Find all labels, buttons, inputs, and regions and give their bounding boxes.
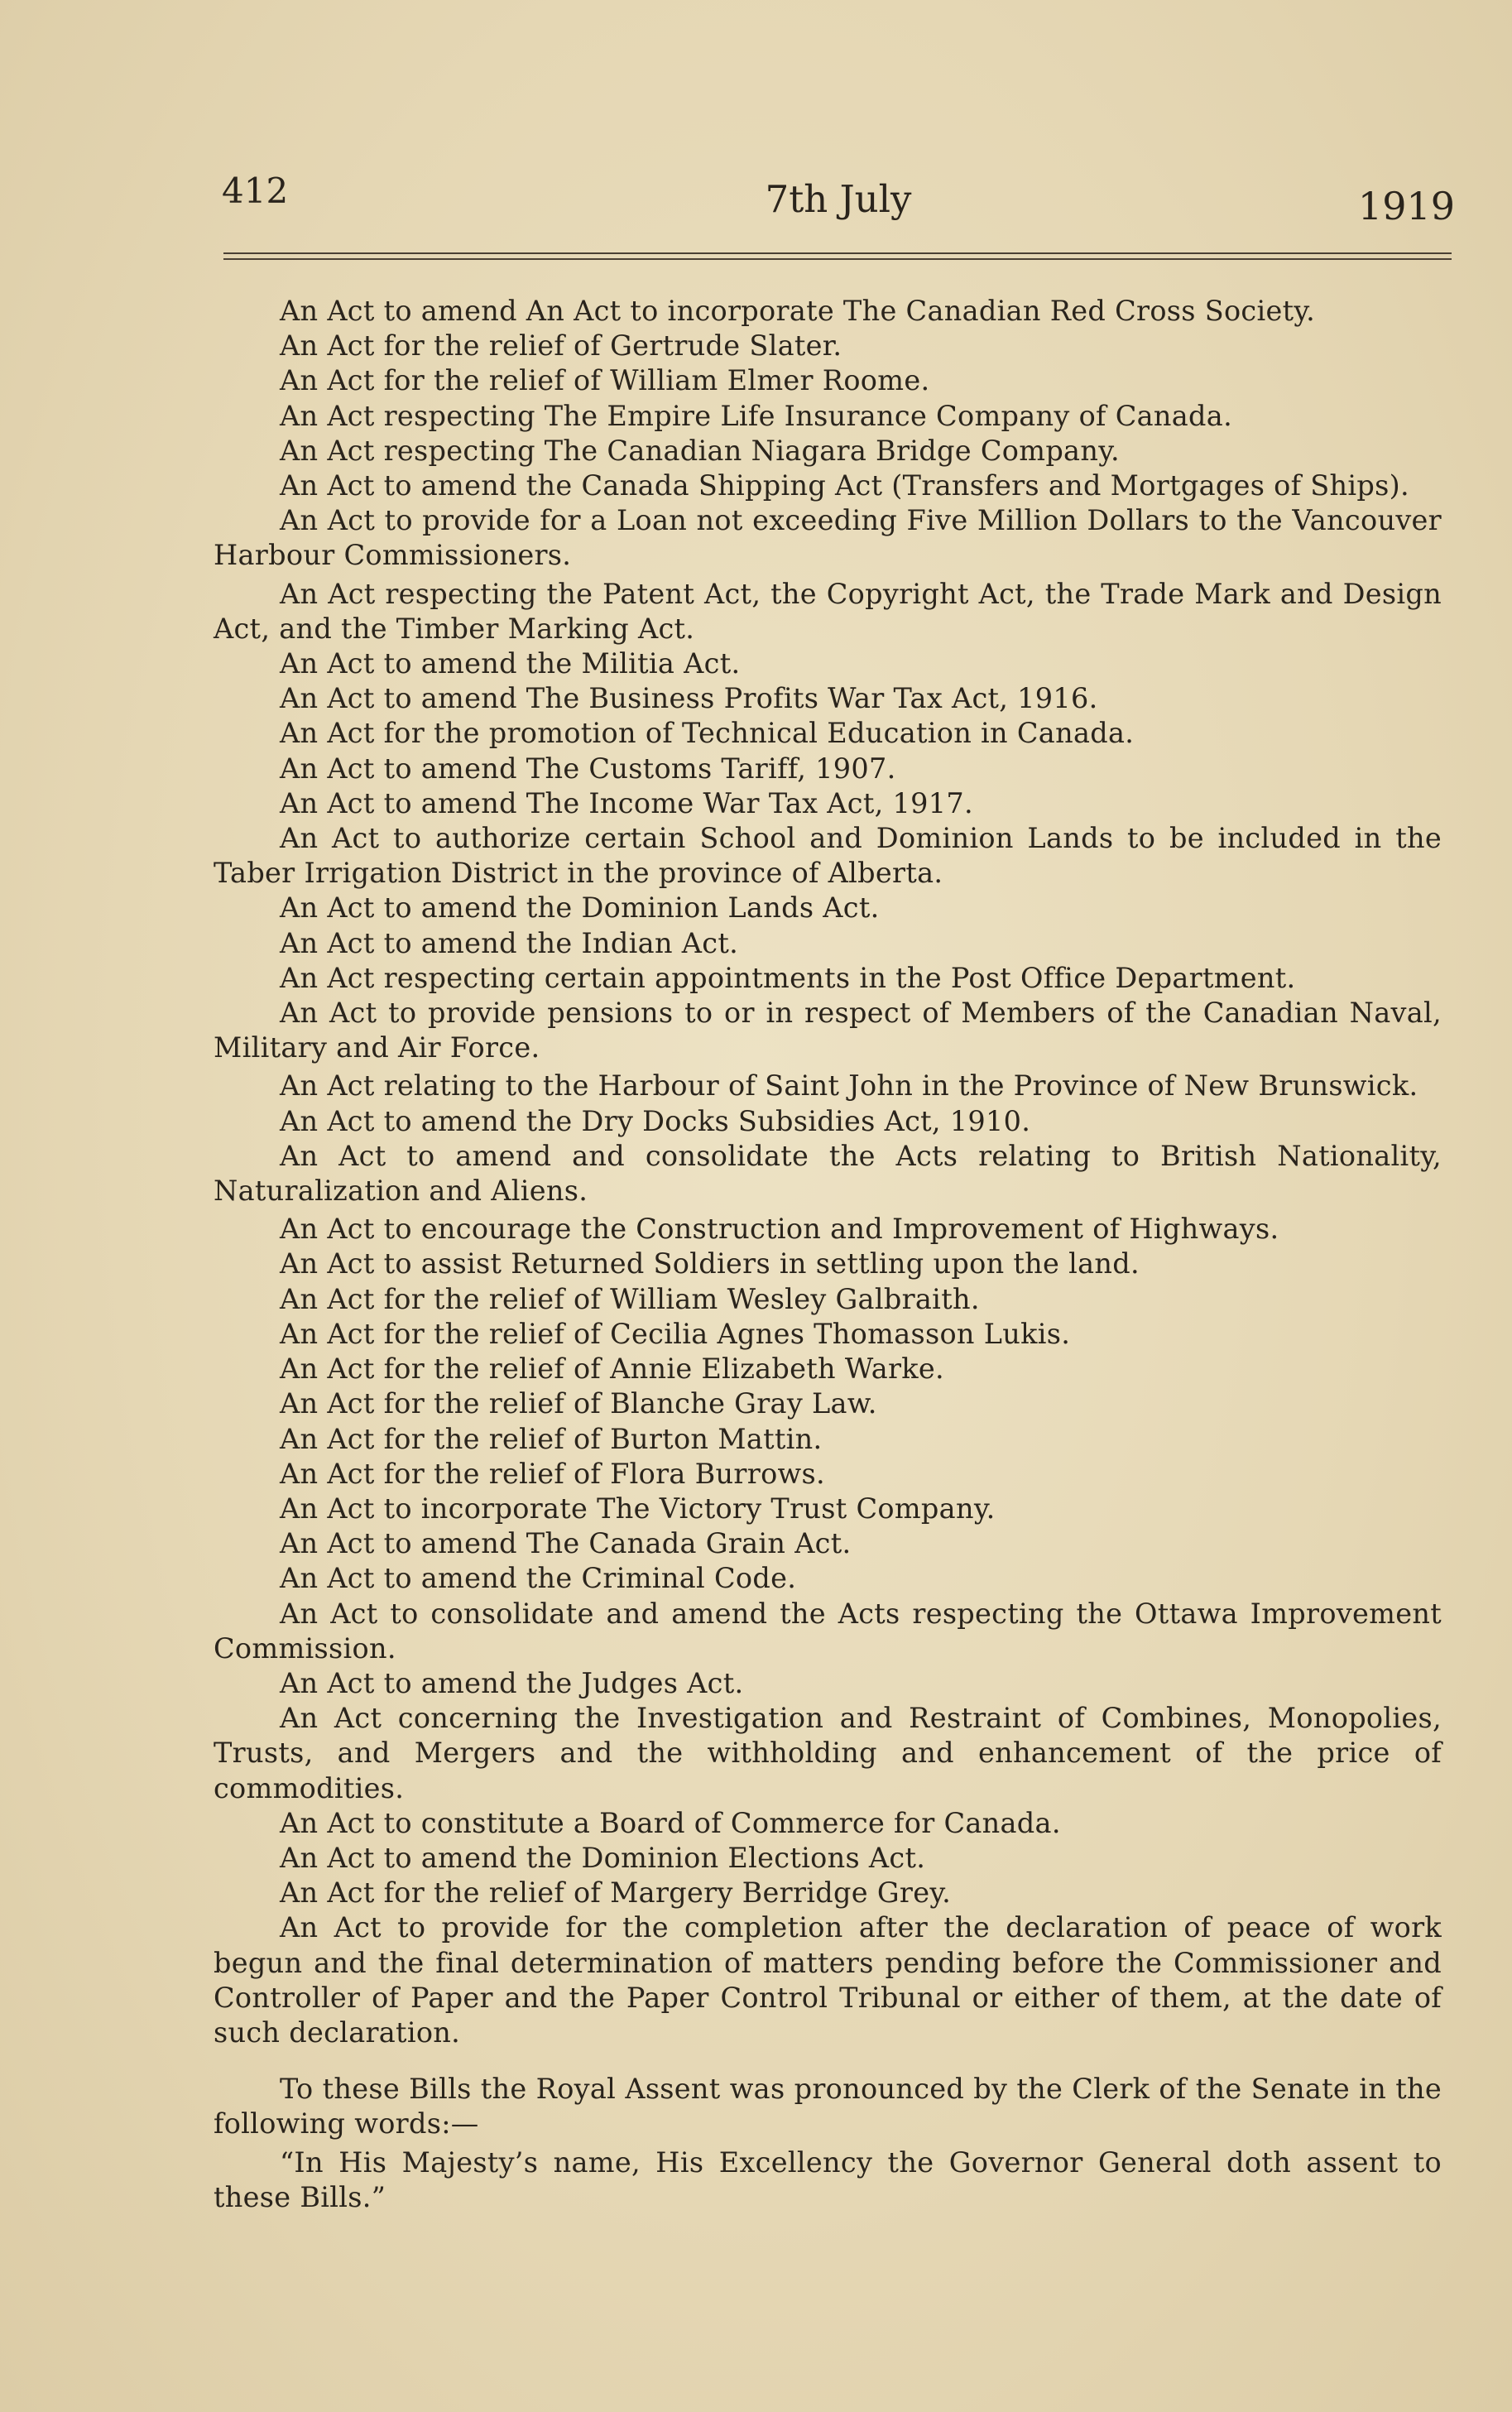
act-item: An Act to assist Returned Soldiers in settling upon the land.	[280, 1247, 1140, 1280]
act-item: An Act respecting The Empire Life Insurance Company of Canada.	[280, 399, 1233, 432]
act-item: An Act for the relief of Gertrude Slater.	[280, 329, 842, 363]
act-item: An Act for the relief of Blanche Gray Law.	[280, 1387, 877, 1420]
act-item: An Act to provide for the completion after the declaration of peace of work begun and the final determination of matters pending before the Commissioner and Controller of Paper and the Paper Control Tribunal or either of them, at the date of such declaration.	[214, 1911, 1442, 2049]
act-item: An Act respecting The Canadian Niagara Bridge Company.	[280, 434, 1120, 467]
act-item: An Act to consolidate and amend the Acts respecting the Ottawa Improvement Commission.	[214, 1597, 1442, 1665]
act-item: An Act to amend the Judges Act.	[280, 1666, 744, 1699]
act-item: An Act to authorize certain School and Dominion Lands to be included in the Taber Irrigation District in the province of Alberta.	[214, 822, 1442, 890]
act-item: An Act to amend and consolidate the Acts relating to British Nationality, Naturalization and Aliens.	[214, 1139, 1442, 1208]
page-year: 1919	[1357, 184, 1455, 228]
header-rule-top	[223, 252, 1452, 254]
page-number: 412	[222, 171, 289, 211]
act-item: An Act relating to the Harbour of Saint John in the Province of New Brunswick.	[280, 1069, 1418, 1103]
act-item: An Act for the relief of Annie Elizabeth Warke.	[280, 1353, 944, 1386]
act-item: An Act to amend The Business Profits War Tax Act, 1916.	[280, 682, 1098, 715]
act-item: An Act for the relief of Margery Berridge Grey.	[280, 1876, 952, 1910]
act-item: An Act for the promotion of Technical Education in Canada.	[280, 717, 1135, 750]
act-item: An Act to incorporate The Victory Trust Company.	[280, 1492, 996, 1525]
act-item: An Act to provide for a Loan not exceeding Five Million Dollars to the Vancouver Harbour Commissioners.	[214, 504, 1442, 572]
act-item: An Act for the relief of Burton Mattin.	[280, 1422, 823, 1455]
assent-quote: “In His Majesty’s name, His Excellency the Governor General doth assent to these Bills.”	[214, 2145, 1442, 2213]
page-date: 7th July	[765, 177, 912, 221]
act-item: An Act concerning the Investigation and Restraint of Combines, Monopolies, Trusts, and Mergers and the withholding and enhancement of the price of commodities.	[214, 1702, 1442, 1804]
act-item: An Act to encourage the Construction and Improvement of Highways.	[280, 1213, 1279, 1246]
act-item: An Act to amend the Criminal Code.	[280, 1562, 797, 1595]
act-item: An Act to amend the Dry Docks Subsidies Act, 1910.	[280, 1104, 1031, 1137]
act-item: An Act to amend the Canada Shipping Act (Transfers and Mortgages of Ships).	[280, 469, 1409, 502]
act-item: An Act to amend The Canada Grain Act.	[280, 1527, 852, 1560]
page-header	[222, 166, 1455, 228]
act-item: An Act to amend the Dominion Lands Act.	[280, 891, 880, 925]
act-item: An Act for the relief of Flora Burrows.	[280, 1457, 825, 1490]
act-item: An Act respecting certain appointments in the Post Office Department.	[280, 961, 1296, 994]
act-item: An Act to amend the Indian Act.	[280, 926, 739, 959]
act-item: An Act to amend An Act to incorporate The Canadian Red Cross Society.	[280, 295, 1316, 327]
acts-list	[214, 294, 1442, 2215]
header-rule-bottom	[223, 258, 1452, 260]
act-item: An Act respecting the Patent Act, the Copyright Act, the Trade Mark and Design Act, and the Timber Marking Act.	[214, 577, 1442, 645]
act-item: An Act to amend the Dominion Elections Act.	[280, 1841, 926, 1874]
act-item: An Act to provide pensions to or in respect of Members of the Canadian Naval, Military and Air Force.	[214, 997, 1442, 1064]
act-item: An Act for the relief of Cecilia Agnes Thomasson Lukis.	[280, 1317, 1071, 1350]
act-item: An Act for the relief of William Wesley Galbraith.	[280, 1282, 980, 1315]
act-item: An Act to amend The Customs Tariff, 1907.	[280, 752, 896, 785]
act-item: An Act to amend The Income War Tax Act, 1917.	[280, 786, 973, 819]
act-item: An Act to amend the Militia Act.	[280, 647, 741, 680]
assent-statement: To these Bills the Royal Assent was pronounced by the Clerk of the Senate in the following words:—	[214, 2073, 1442, 2141]
act-item: An Act to constitute a Board of Commerce for Canada.	[280, 1806, 1061, 1839]
act-item: An Act for the relief of William Elmer Roome.	[280, 364, 930, 397]
